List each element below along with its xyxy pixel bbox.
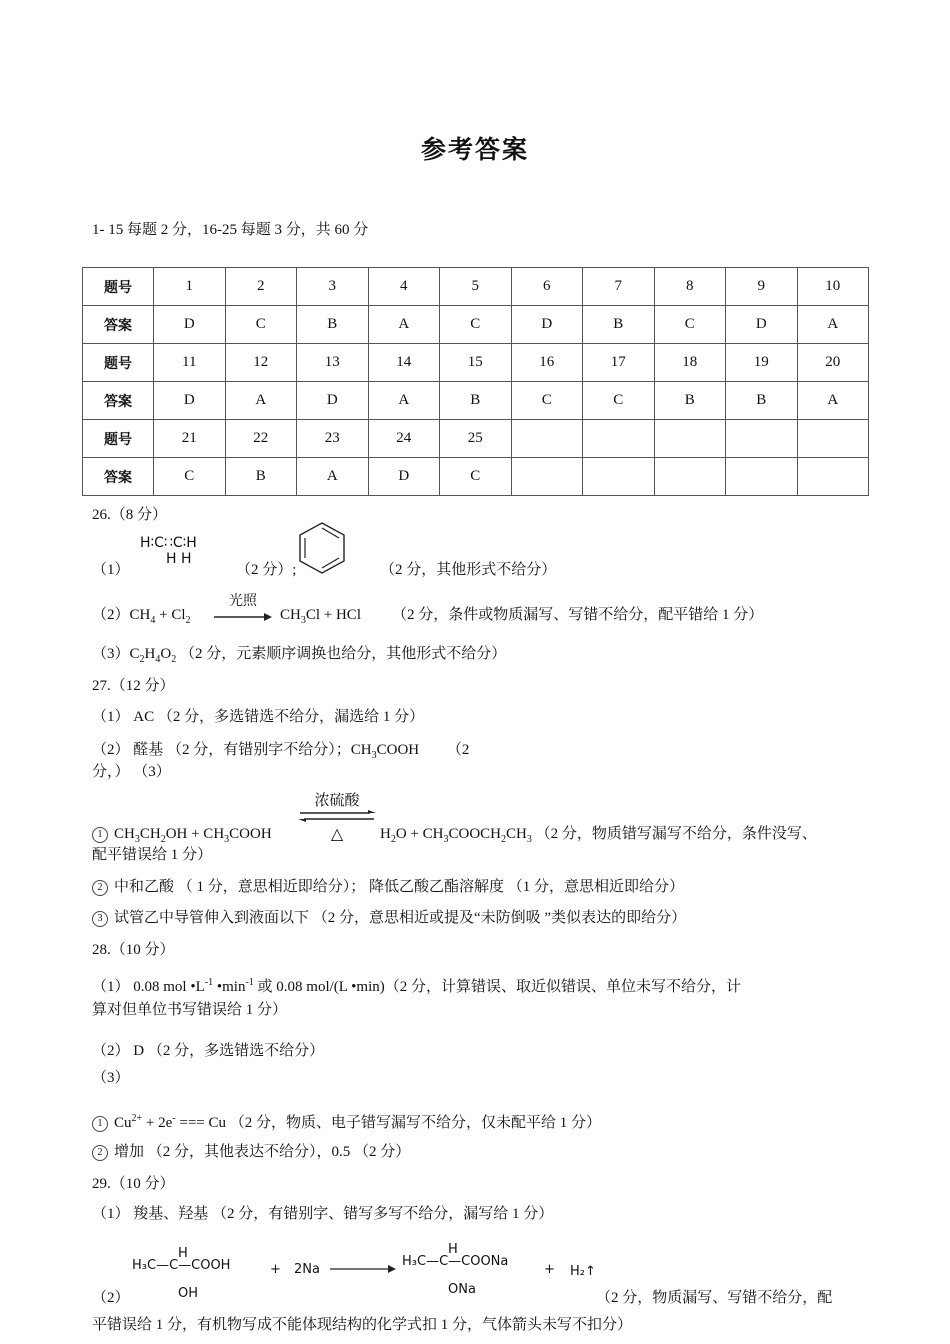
- circled-number: 2: [92, 1145, 108, 1161]
- question-number-cell: 15: [440, 344, 512, 382]
- row-header-question: 题号: [83, 268, 154, 306]
- lactic-acid-structure: H₃C—C—COOH: [132, 1258, 231, 1273]
- question-number-cell: 11: [154, 344, 226, 382]
- question-number-cell: 7: [583, 268, 655, 306]
- q26-part3: [92, 644, 506, 670]
- q26-part2-products: $CH_3Cl$ + HCl: [280, 607, 361, 626]
- question-number-cell: [511, 420, 583, 458]
- q27-part2-cont: 分，） （3）: [92, 764, 171, 780]
- page-title: 参考答案: [420, 135, 529, 164]
- question-number-cell: 20: [797, 344, 869, 382]
- reaction-arrow-icon: [330, 1264, 396, 1274]
- q27-reaction: 1 $CH_3CH_2OH$ + $CH_3COOH$: [92, 824, 272, 850]
- right-arrow-icon: [214, 613, 272, 621]
- question-number-cell: 23: [297, 420, 369, 458]
- answer-cell: A: [225, 382, 297, 420]
- q28-sub1: 1 $Cu^{2+} + 2e^-$ === Cu （2 分，物质、电子错写漏写不给分，仅未配平给 1 分）: [92, 1109, 601, 1133]
- reversible-arrow-icon: [298, 810, 376, 822]
- answer-cell: C: [511, 382, 583, 420]
- answer-table: [82, 267, 869, 496]
- answer-cell: C: [154, 458, 226, 496]
- plus-sign-2: +: [544, 1262, 555, 1277]
- answer-cell: C: [225, 306, 297, 344]
- q29-heading: 29.（10 分）: [92, 1176, 175, 1192]
- question-number-cell: 13: [297, 344, 369, 382]
- q26-part1-score1: （2 分）;: [236, 562, 297, 578]
- q27-item2: [92, 877, 684, 897]
- esterification-condition: [298, 792, 376, 843]
- answer-cell: A: [368, 382, 440, 420]
- answer-cell: A: [797, 306, 869, 344]
- q26-part1-score2: （2 分，其他形式不给分）: [380, 562, 557, 578]
- conc-sulfuric-acid-label: 浓硫酸: [314, 793, 360, 809]
- q28-sub2: [92, 1142, 410, 1162]
- q28-part3: （3）: [92, 1070, 130, 1086]
- answer-cell: A: [368, 306, 440, 344]
- q26-part3-note: （2 分，元素顺序调换也给分，其他形式不给分）: [179, 646, 507, 662]
- q29-part2-note: （2 分，物质漏写、写错不给分，配: [596, 1290, 833, 1306]
- q28-sub1-note: （2 分，物质、电子错写漏写不给分，仅未配平给 1 分）: [229, 1115, 602, 1131]
- answer-cell: C: [440, 458, 512, 496]
- q26-part2-reactants: $CH_4 + Cl_2$: [129, 607, 191, 626]
- heat-triangle-icon: △: [330, 826, 344, 843]
- answer-cell: D: [726, 306, 798, 344]
- question-number-cell: 4: [368, 268, 440, 306]
- question-number-cell: 14: [368, 344, 440, 382]
- answer-row: [83, 382, 869, 420]
- question-number-cell: 25: [440, 420, 512, 458]
- answer-cell: D: [297, 382, 369, 420]
- q26-part3-label: （3）: [92, 646, 130, 662]
- answer-cell: C: [583, 382, 655, 420]
- question-number-cell: 5: [440, 268, 512, 306]
- row-header-answer: 答案: [83, 306, 154, 344]
- question-number-cell: 10: [797, 268, 869, 306]
- answer-cell: B: [654, 382, 726, 420]
- q27-part2-score: （2: [446, 742, 470, 758]
- q27-item2-text: 中和乙酸 （ 1 分，意思相近即给分）； 降低乙酸乙酯溶解度 （1 分，意思相近即给分）: [114, 879, 685, 895]
- question-number-cell: 9: [726, 268, 798, 306]
- q28-part2: （2） D （2 分，多选错选不给分）: [92, 1043, 325, 1059]
- answer-cell: A: [797, 382, 869, 420]
- question-number-cell: 12: [225, 344, 297, 382]
- question-number-cell: 24: [368, 420, 440, 458]
- sodium-reactant: 2Na: [294, 1262, 320, 1277]
- q28-part1-label: （1）: [92, 979, 130, 995]
- circled-number: 2: [92, 880, 108, 896]
- q26-part1-label: （1）: [92, 562, 130, 578]
- light-condition-label: 光照: [229, 594, 257, 609]
- answer-row: [83, 458, 869, 496]
- answer-cell: A: [297, 458, 369, 496]
- answer-cell: B: [726, 382, 798, 420]
- row-header-answer: 答案: [83, 458, 154, 496]
- q29-part1: （1） 羧基、羟基 （2 分，有错别字、错写多写不给分，漏写给 1 分）: [92, 1206, 554, 1222]
- q28-part1-note2: 算对但单位书写错误给 1 分）: [92, 1002, 288, 1018]
- q27-item3: [92, 908, 686, 928]
- ethylene-dot-bottom: H H: [166, 551, 192, 567]
- hydrogen-gas: H₂↑: [570, 1264, 596, 1279]
- question-number-row: [83, 344, 869, 382]
- question-number-cell: 1: [154, 268, 226, 306]
- plus-sign: +: [270, 1262, 281, 1277]
- question-number-cell: 2: [225, 268, 297, 306]
- question-number-cell: [797, 420, 869, 458]
- answer-cell: B: [225, 458, 297, 496]
- q27-part2: （2） 醛基 （2 分，有错别字不给分）；$CH_3COOH$ （2: [92, 742, 470, 761]
- ethylene-electron-formula: [140, 535, 197, 567]
- scoring-note: 1- 15 每题 2 分，16-25 每题 3 分，共 60 分: [92, 222, 369, 238]
- circled-number: 1: [92, 1116, 108, 1132]
- q27-heading: 27.（12 分）: [92, 678, 175, 694]
- q26-part2-note: （2 分，条件或物质漏写、写错不给分，配平错给 1 分）: [392, 607, 764, 623]
- benzene-structure-icon: [296, 520, 348, 576]
- row-header-question: 题号: [83, 420, 154, 458]
- question-number-cell: [726, 420, 798, 458]
- answer-cell: [583, 458, 655, 496]
- circled-number: 3: [92, 911, 108, 927]
- q28-part1: （1） 0.08 mol $•L^{-1}$ $•\min^{-1}$ 或 0.08 mol/(L •min)（2 分，计算错误、取近似错误、单位未写不给分，计: [92, 977, 741, 995]
- question-number-cell: 22: [225, 420, 297, 458]
- q27-reaction-note: （2 分，物质错写漏写不给分，条件没写、: [535, 826, 817, 842]
- answer-cell: C: [440, 306, 512, 344]
- answer-cell: D: [154, 382, 226, 420]
- product-ona: ONa: [448, 1282, 476, 1297]
- question-number-cell: 16: [511, 344, 583, 382]
- q28-heading: 28.（10 分）: [92, 942, 175, 958]
- q27-part1: （1） AC （2 分，多选错选不给分，漏选给 1 分）: [92, 709, 425, 725]
- question-number-cell: [654, 420, 726, 458]
- question-number-cell: 6: [511, 268, 583, 306]
- row-header-answer: 答案: [83, 382, 154, 420]
- answer-cell: [797, 458, 869, 496]
- q29-part2-note2: 平错误给 1 分，有机物写成不能体现结构的化学式扣 1 分，气体箭头未写不扣分）: [92, 1317, 633, 1333]
- q29-part2-label: （2）: [92, 1290, 130, 1306]
- answer-cell: B: [297, 306, 369, 344]
- answer-cell: [726, 458, 798, 496]
- answer-cell: B: [583, 306, 655, 344]
- q26-part2-label: （2）: [92, 607, 130, 623]
- circled-number: 1: [92, 827, 108, 843]
- sodium-lactate-structure: H₃C—C—COONa: [402, 1254, 509, 1269]
- answer-row: [83, 306, 869, 344]
- q26-part3-formula: $C_2H_4O_2$: [129, 646, 177, 665]
- ethylene-dot-top: H∶C∷C∶H: [140, 535, 197, 551]
- answer-cell: [511, 458, 583, 496]
- question-number-row: [83, 268, 869, 306]
- q26-part2: [92, 605, 191, 631]
- q27-reaction-products: $H_2O$ + $CH_3COOCH_2CH_3$ （2 分，物质错写漏写不给分，条件没写、: [380, 826, 817, 845]
- row-header-question: 题号: [83, 344, 154, 382]
- answer-cell: D: [154, 306, 226, 344]
- q27-reaction-note2: 配平错误给 1 分）: [92, 847, 213, 863]
- product-h: H: [448, 1242, 458, 1257]
- question-number-cell: 3: [297, 268, 369, 306]
- light-condition-arrow: [214, 594, 272, 626]
- question-number-cell: 19: [726, 344, 798, 382]
- answer-cell: B: [440, 382, 512, 420]
- answer-cell: D: [368, 458, 440, 496]
- q26-heading: 26.（8 分）: [92, 507, 168, 523]
- q27-part2-text: （2） 醛基 （2 分，有错别字不给分）；: [92, 742, 351, 758]
- lactic-acid-oh: OH: [178, 1286, 199, 1301]
- answer-cell: D: [511, 306, 583, 344]
- question-number-cell: 21: [154, 420, 226, 458]
- q28-part1-note: （2 分，计算错误、取近似错误、单位未写不给分，计: [384, 979, 741, 995]
- question-number-cell: 8: [654, 268, 726, 306]
- question-number-cell: 18: [654, 344, 726, 382]
- lactic-acid-h: H: [178, 1246, 188, 1261]
- answer-cell: [654, 458, 726, 496]
- question-number-row: [83, 420, 869, 458]
- answer-cell: C: [654, 306, 726, 344]
- q28-sub2-text: 增加 （2 分，其他表达不给分），0.5 （2 分）: [114, 1144, 411, 1160]
- question-number-cell: 17: [583, 344, 655, 382]
- q27-item3-text: 试管乙中导管伸入到液面以下 （2 分，意思相近或提及“未防倒吸 ”类似表达的即给分）: [114, 910, 687, 926]
- question-number-cell: [583, 420, 655, 458]
